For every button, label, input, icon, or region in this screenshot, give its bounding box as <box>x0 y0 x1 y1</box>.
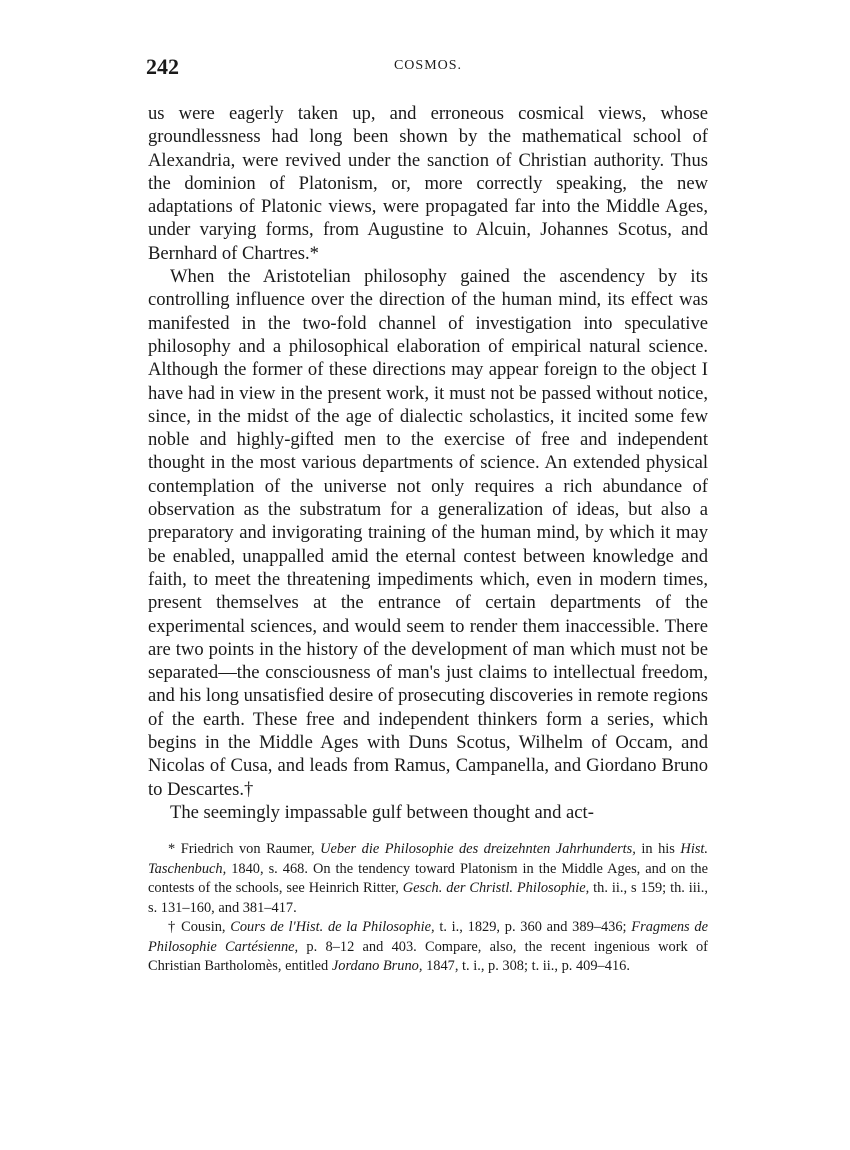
paragraph: us were eagerly taken up, and erroneous cosmical views, whose groundlessness had long been shown by the mathematical school of Alexandria, were revived under the sanction of Christian authority. Thus the dominion of Platonism, or, more correctly speaking, the new adaptations of Platonic views, were propagated far into the Middle Ages, under varying forms, from Augustine to Alcuin, Johannes Scotus, and Bernhard of Chartres.* <box>148 103 708 264</box>
footnote-text: p. 8–12 and 403. Compare, also, the recent ingenious work of Christian Bartholomès, entitled <box>148 938 708 975</box>
footnote-text: 1847, t. i., p. 308; t. ii., p. 409–416. <box>422 958 630 975</box>
footnote-text: † Cousin, <box>168 919 231 936</box>
book-page <box>148 52 708 977</box>
footnote-2 <box>148 918 708 977</box>
footnote-text: in his <box>635 841 681 858</box>
footnote-title: Hist. Taschenbuch, <box>148 841 709 877</box>
footnote-title: Jordano Bruno, <box>331 958 423 975</box>
footnote-title: Gesch. der Christl. Philosophie, <box>402 880 590 897</box>
footnotes <box>148 840 708 977</box>
footnote-title: Fragmens de Philosophie Cartésienne, <box>148 919 708 955</box>
footnote-title: Cours de l'Hist. de la Philosophie, <box>230 919 435 936</box>
footnote-title: Ueber die Philosophie des dreizehnten Jahrhunderts, <box>320 841 636 858</box>
body-text <box>148 102 708 824</box>
footnote-text: th. ii., s 159; th. iii., s. 131–160, and 381–417. <box>148 880 708 916</box>
running-title: COSMOS. <box>393 58 463 73</box>
footnote-text: t. i., 1829, p. 360 and 389–436; <box>434 919 632 936</box>
page-header <box>148 52 708 82</box>
footnote-text: * Friedrich von Raumer, <box>168 841 321 858</box>
footnote-text: 1840, s. 468. On the tendency toward Platonism in the Middle Ages, and on the contests of the schools, see Heinrich Ritter, <box>148 860 708 897</box>
page-number: 242 <box>146 54 179 79</box>
paragraph: When the Aristotelian philosophy gained the ascendency by its controlling influence over the direction of the human mind, its effect was manifested in the two-fold channel of investigation into speculative philosophy and a philosophical elaboration of empirical natural science. Although the former of these directions may appear foreign to the object I have had in view in the present work, it must not be passed without notice, since, in the midst of the age of dialectic scholastics, it incited some few noble and highly-gifted men to the exercise of free and independent thought in the most various departments of science. An extended physical contemplation of the universe not only requires a rich abundance of observation as the substratum for a generalization of ideas, but also a preparatory and invigorating training of the human mind, by which it may be enabled, unappalled amid the eternal contest between knowledge and faith, to meet the threatening impediments which, even in modern times, present themselves at the entrance of certain departments of the experimental sciences, and would seem to render them inaccessible. There are two points in the history of the development of man which must not be separated—the consciousness of man's just claims to intellectual freedom, and his long unsatisfied desire of prosecuting discoveries in remote regions of the earth. These free and independent thinkers form a series, which begins in the Middle Ages with Duns Scotus, Wilhelm of Occam, and Nicolas of Cusa, and leads from Ramus, Campanella, and Giordano Bruno to Descartes.† <box>148 266 708 800</box>
footnote-1 <box>148 840 708 918</box>
paragraph: The seemingly impassable gulf between thought and act- <box>170 801 594 823</box>
